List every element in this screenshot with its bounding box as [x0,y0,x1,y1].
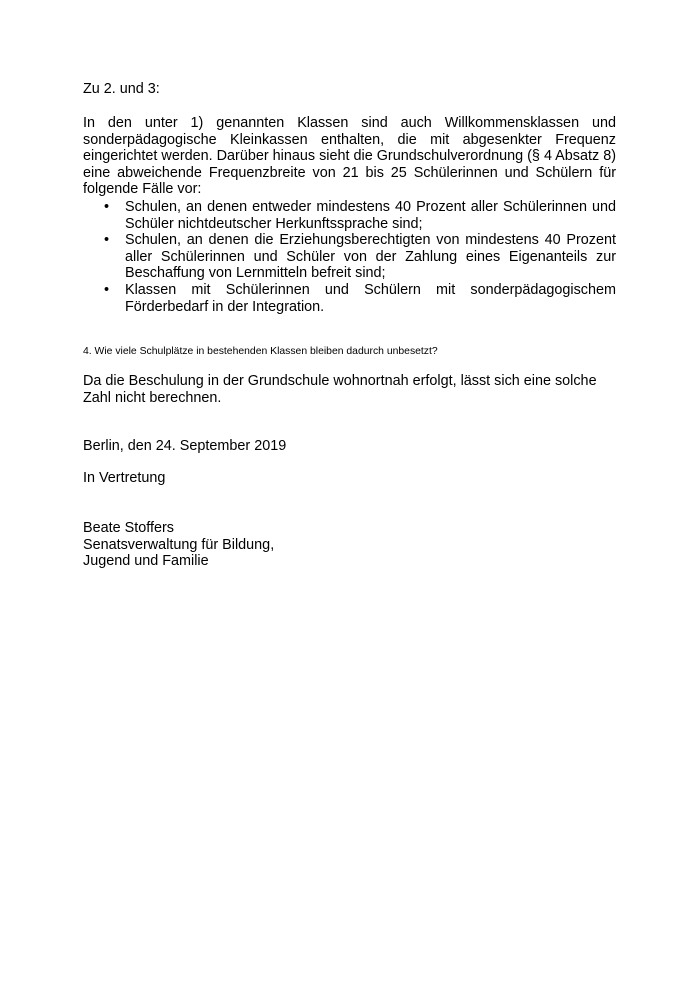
section-heading: Zu 2. und 3: [83,81,160,97]
signature-block [83,520,616,570]
bullet-item: • Klassen mit Schülerinnen und Schülern mit sonderpädagogischem Förderbedarf in der Integration. [83,282,616,315]
representation-line: In Vertretung [83,470,166,486]
body-paragraph: In den unter 1) genannten Klassen sind auch Willkommensklassen und sonderpädagogische Kleinkassen enthalten, die mit abgesenkter Frequenz eingerichtet werden. Darüber hinaus sieht die Grundschulverordnung (§ 4 Absatz 8) eine abweichende Frequenzbreite von 21 bis 25 Schülerinnen und Schülern für folgende Fälle vor: [83,115,616,198]
question-text: 4. Wie viele Schulplätze in bestehenden Klassen bleiben dadurch unbesetzt? [83,346,438,357]
date-line: Berlin, den 24. September 2019 [83,438,287,454]
bullet-item: • Schulen, an denen die Erziehungsberechtigten von mindestens 40 Prozent aller Schülerinnen und Schüler von der Zahlung eines Eigenanteils zur Beschaffung von Lernmitteln befreit sind; [83,232,616,282]
bullet-list [83,199,616,315]
signatory-name: Beate Stoffers [83,520,174,536]
answer-text: Da die Beschulung in der Grundschule wohnortnah erfolgt, lässt sich eine solche Zahl nicht berechnen. [83,373,597,406]
bullet-item: • Schulen, an denen entweder mindestens 40 Prozent aller Schülerinnen und Schüler nichtdeutscher Herkunftssprache sind; [83,199,616,232]
department-line: Jugend und Familie [83,553,209,570]
department-line: Senatsverwaltung für Bildung, [83,536,275,553]
